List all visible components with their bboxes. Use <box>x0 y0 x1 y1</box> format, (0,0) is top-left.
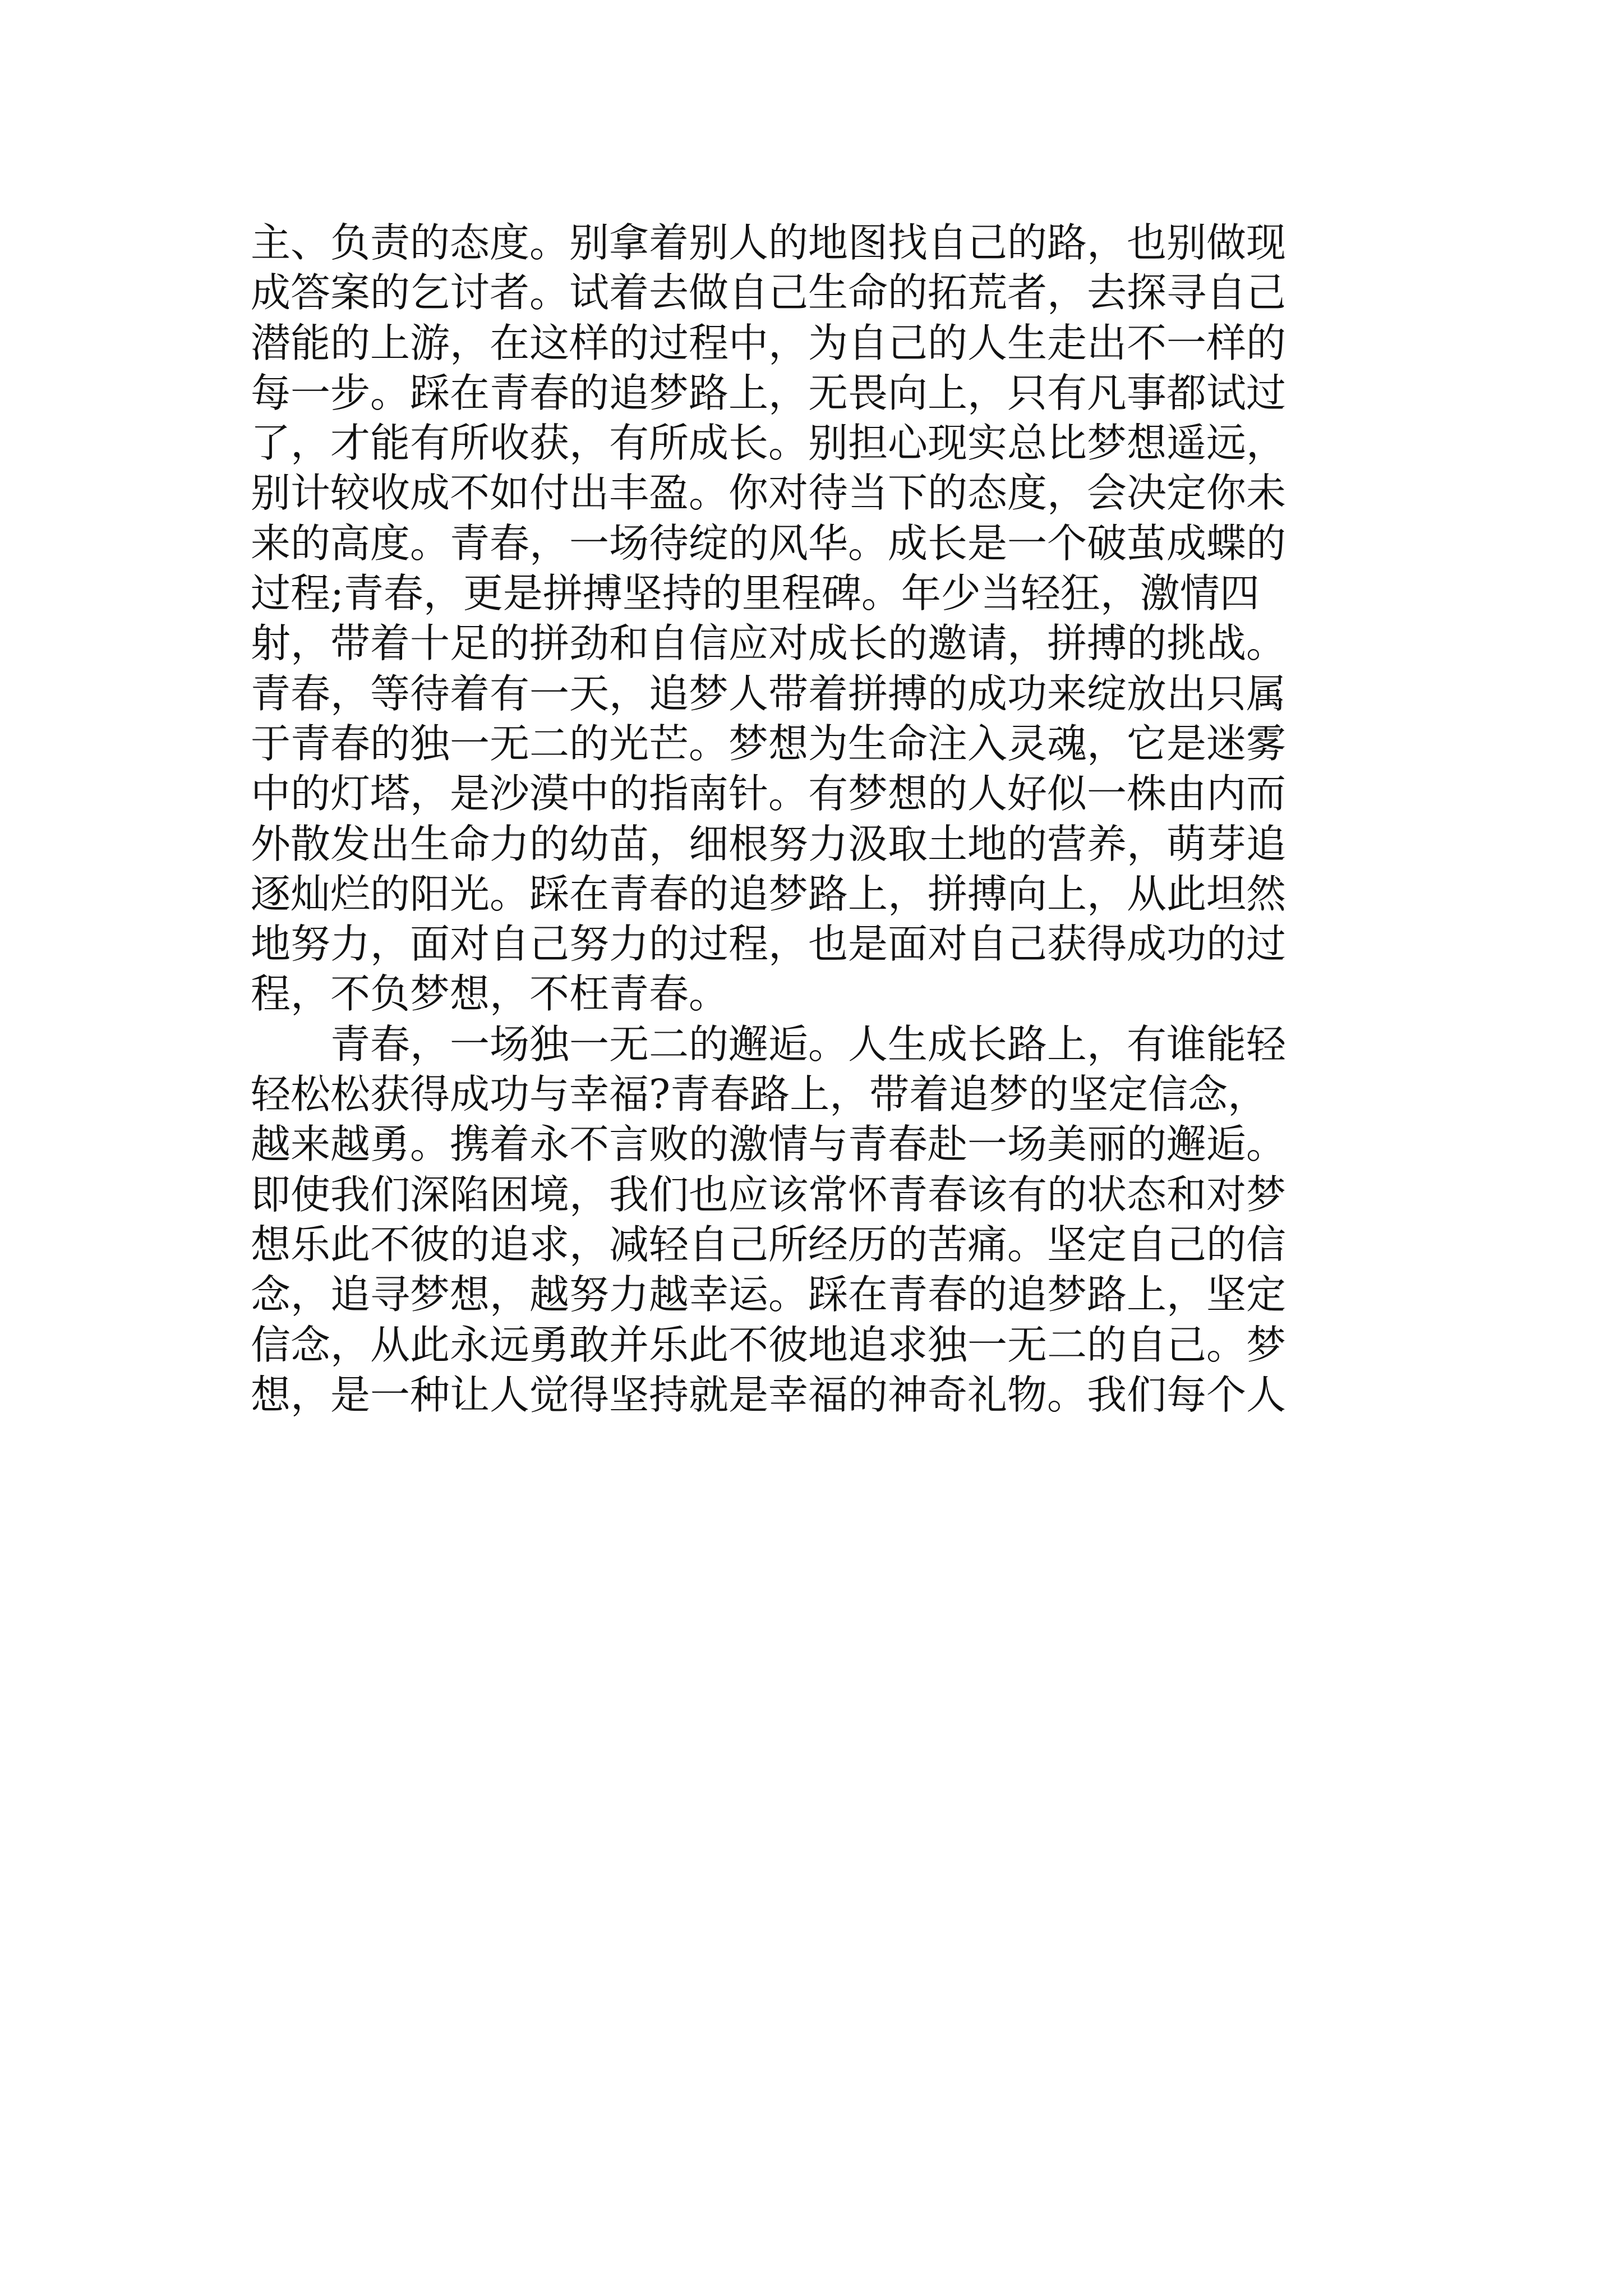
text-line: 别计较收成不如付出丰盈。你对待当下的态度，会决定你未 <box>251 470 1287 517</box>
paragraph-first-line: 青春，一场独一无二的邂逅。人生成长路上，有谁能轻 <box>251 1020 1287 1068</box>
text-line: 中的灯塔，是沙漠中的指南针。有梦想的人好似一株由内而 <box>251 770 1287 817</box>
text-line: 信念，从此永远勇敢并乐此不彼地追求独一无二的自己。梦 <box>251 1321 1287 1368</box>
text-line: 想乐此不彼的追求，减轻自己所经历的苦痛。坚定自己的信 <box>251 1221 1287 1268</box>
text-line: 外散发出生命力的幼苗，细根努力汲取土地的营养，萌芽追 <box>251 820 1287 867</box>
text-line: 每一步。踩在青春的追梦路上，无畏向上，只有凡事都试过 <box>251 369 1287 416</box>
body-text <box>251 218 1378 1420</box>
text-line: 逐灿烂的阳光。踩在青春的追梦路上，拼搏向上，从此坦然 <box>251 870 1287 917</box>
text-line: 即使我们深陷困境，我们也应该常怀青春该有的状态和对梦 <box>251 1171 1287 1218</box>
text-line: 过程;青春，更是拼搏坚持的里程碑。年少当轻狂，激情四 <box>251 570 1260 617</box>
text-line: 青春，等待着有一天，追梦人带着拼搏的成功来绽放出只属 <box>251 670 1287 717</box>
text-line: 程，不负梦想，不枉青春。 <box>251 970 729 1018</box>
text-line: 潜能的上游，在这样的过程中，为自己的人生走出不一样的 <box>251 319 1287 366</box>
text-line: 来的高度。青春，一场待绽的风华。成长是一个破茧成蝶的 <box>251 519 1287 567</box>
text-line: 轻松松获得成功与幸福?青春路上，带着追梦的坚定信念， <box>251 1071 1268 1118</box>
text-line: 地努力，面对自己努力的过程，也是面对自己获得成功的过 <box>251 921 1287 968</box>
text-line: 念，追寻梦想，越努力越幸运。踩在青春的追梦路上，坚定 <box>251 1271 1287 1318</box>
text-line: 成答案的乞讨者。试着去做自己生命的拓荒者，去探寻自己 <box>251 269 1287 316</box>
text-line: 射，带着十足的拼劲和自信应对成长的邀请，拼搏的挑战。 <box>251 620 1287 667</box>
text-line: 了，才能有所收获，有所成长。别担心现实总比梦想遥远， <box>251 420 1287 467</box>
text-line: 主、负责的态度。别拿着别人的地图找自己的路，也别做现 <box>251 219 1287 266</box>
text-line: 于青春的独一无二的光芒。梦想为生命注入灵魂，它是迷雾 <box>251 720 1287 767</box>
text-line: 越来越勇。携着永不言败的激情与青春赴一场美丽的邂逅。 <box>251 1121 1287 1168</box>
text-line: 想，是一种让人觉得坚持就是幸福的神奇礼物。我们每个人 <box>251 1371 1287 1418</box>
